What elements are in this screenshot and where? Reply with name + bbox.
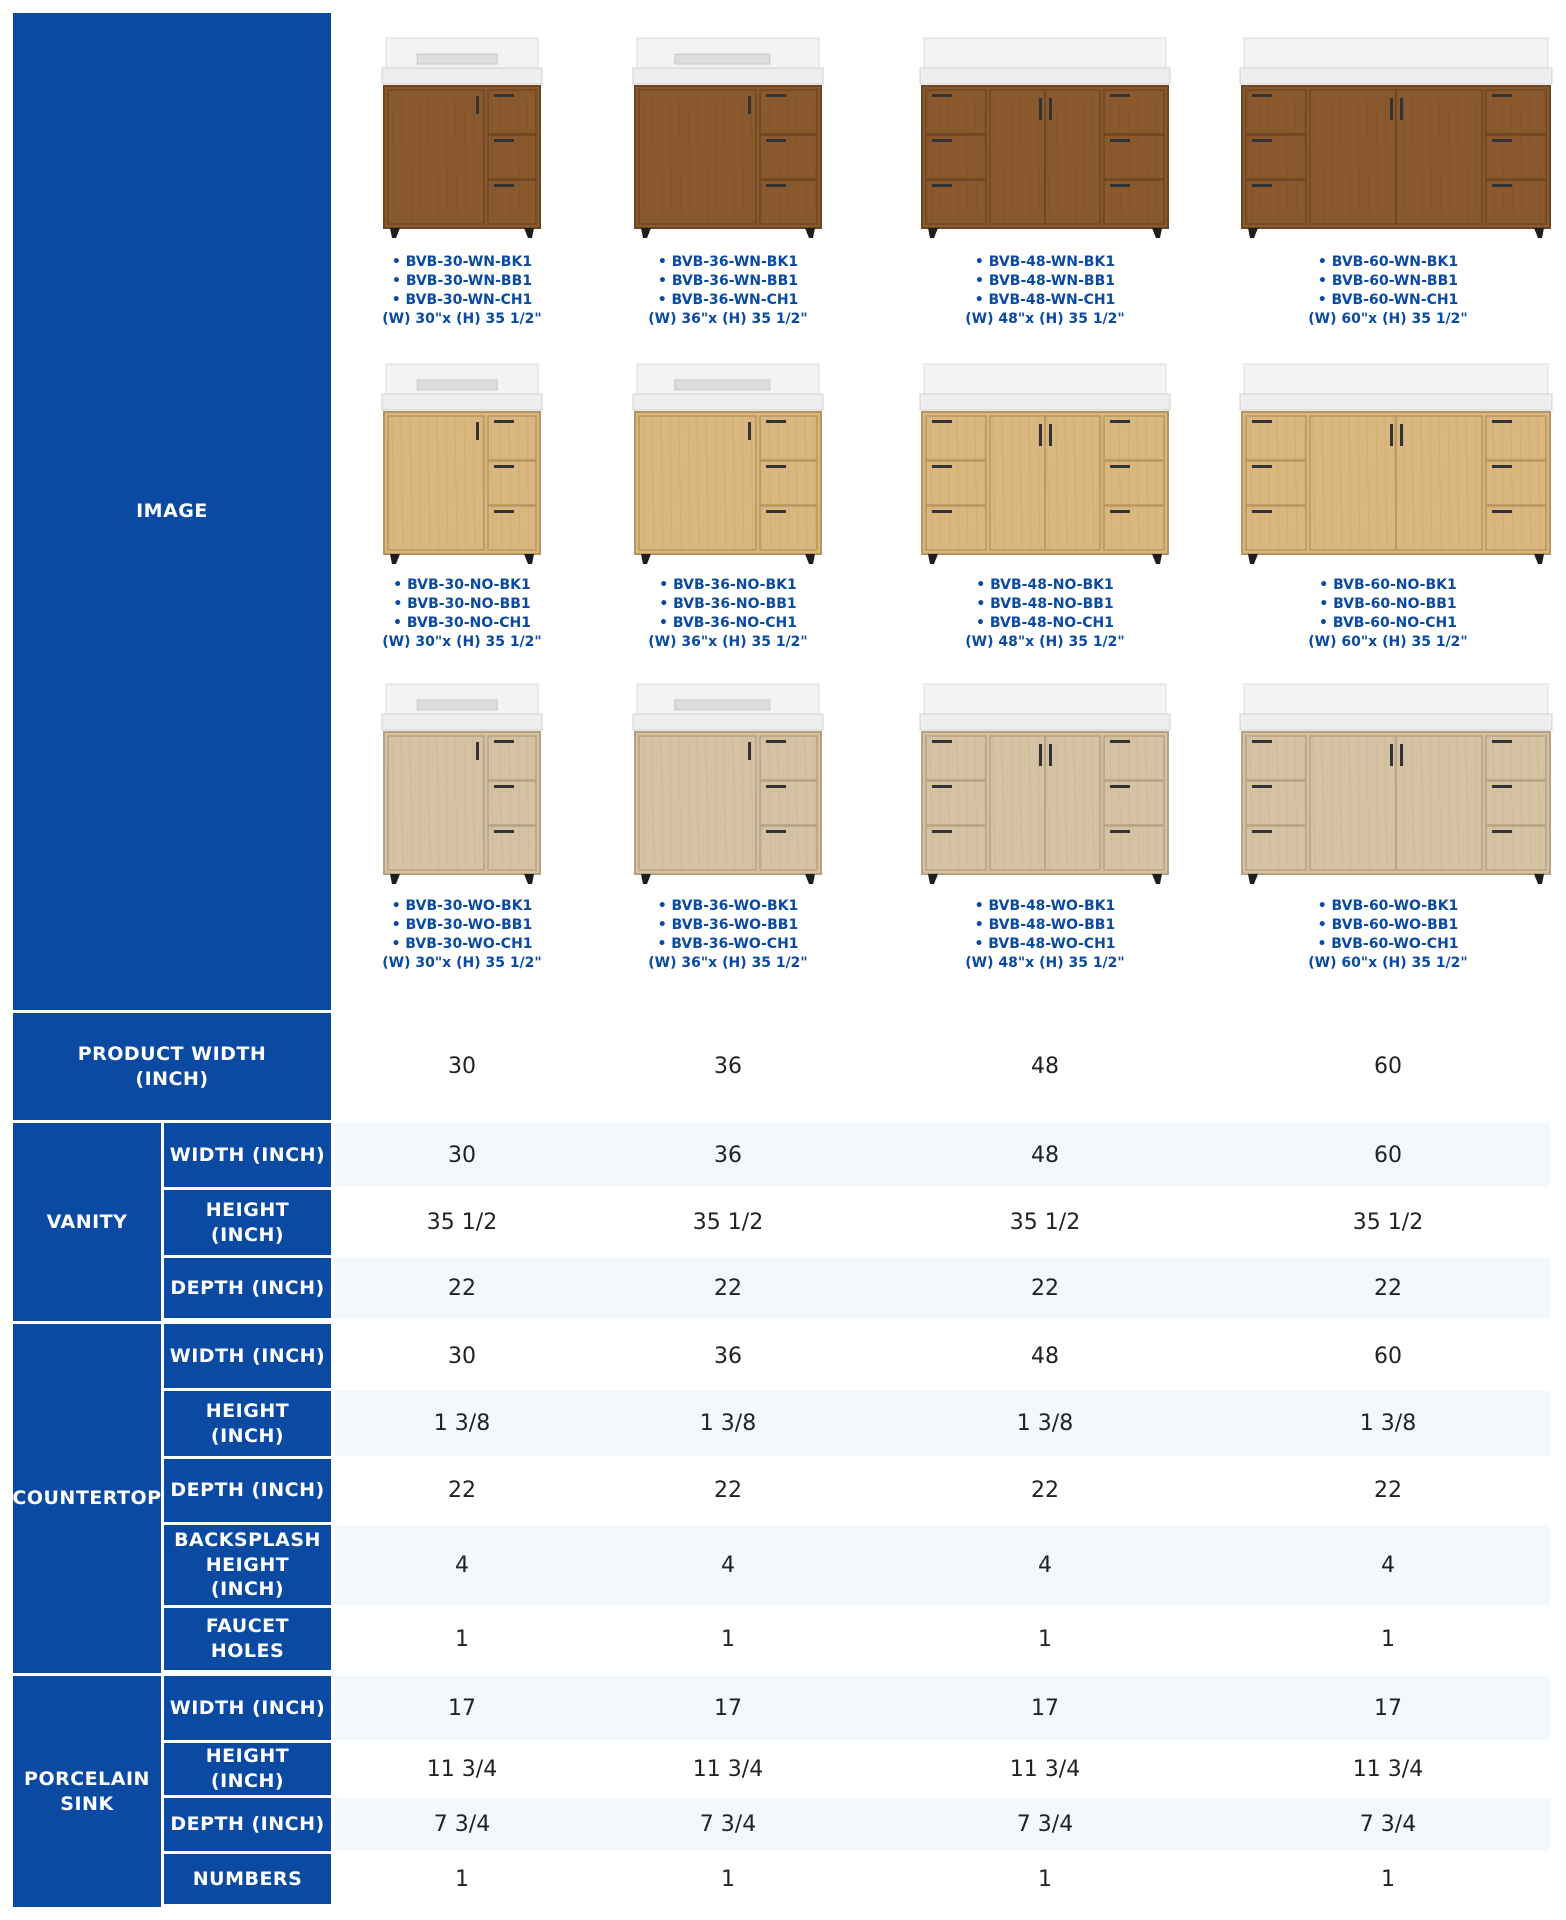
vanity-image: [1238, 356, 1554, 566]
value-vanity-width: 48: [1031, 1142, 1059, 1168]
value-backsplash: 4: [721, 1552, 735, 1578]
value-sink-height: 11 3/4: [692, 1756, 764, 1782]
product-card: [578, 356, 878, 566]
sink-group-label-1: PORCELAIN: [24, 1767, 150, 1790]
product-width-label-2: (INCH): [135, 1067, 209, 1090]
sub-header-label: WIDTH (INCH): [169, 1143, 326, 1166]
sub-header-vanity-depth: [164, 1258, 331, 1318]
product-dimensions: (W) 60"x (H) 35 1/2": [1308, 311, 1468, 327]
image-header-label: IMAGE: [136, 500, 208, 523]
value-sink-numbers: 1: [1038, 1866, 1052, 1892]
sub-header-label: HEIGHT (INCH): [205, 1399, 290, 1447]
countertop-group-header: [13, 1324, 161, 1673]
product-width-header: [13, 1013, 331, 1120]
product-sku-list: [578, 897, 878, 973]
sub-header-counter-depth: [164, 1459, 331, 1522]
sku-code: • BVB-36-WO-CH1: [657, 936, 799, 952]
sku-code: • BVB-30-NO-BK1: [393, 577, 531, 593]
value-counter-depth: 22: [1031, 1478, 1059, 1503]
product-sku-list: [1238, 576, 1538, 652]
sub-header-backsplash: [164, 1525, 331, 1605]
sku-code: • BVB-48-NO-CH1: [976, 615, 1114, 631]
sku-code: • BVB-30-WN-BK1: [391, 254, 533, 270]
value-counter-depth: 22: [448, 1478, 476, 1503]
sub-header-label: HEIGHT (INCH): [205, 1198, 290, 1246]
sku-code: • BVB-48-WO-BB1: [974, 917, 1116, 933]
sku-code: • BVB-36-WN-BK1: [657, 254, 799, 270]
vanity-group-header: [13, 1123, 161, 1321]
product-dimensions: (W) 60"x (H) 35 1/2": [1308, 955, 1468, 971]
product-dimensions: (W) 48"x (H) 35 1/2": [965, 634, 1125, 650]
value-vanity-depth: 22: [448, 1275, 476, 1301]
value-sink-depth: 7 3/4: [1359, 1812, 1417, 1837]
product-dimensions: (W) 48"x (H) 35 1/2": [965, 311, 1125, 327]
sub-header-label: DEPTH (INCH): [170, 1276, 325, 1299]
sku-code: • BVB-30-WN-BB1: [392, 273, 532, 289]
product-card: [312, 356, 612, 566]
value-faucet-holes: 1: [1381, 1626, 1395, 1652]
sub-header-sink-numbers: [164, 1854, 331, 1904]
product-sku-list: [578, 253, 878, 329]
product-dimensions: (W) 48"x (H) 35 1/2": [965, 955, 1125, 971]
sku-code: • BVB-36-WN-BB1: [658, 273, 798, 289]
sub-header-label: DEPTH (INCH): [170, 1813, 325, 1836]
value-vanity-height: 35 1/2: [1009, 1210, 1081, 1235]
sku-code: • BVB-48-WO-CH1: [974, 936, 1116, 952]
image-header: [13, 13, 331, 1010]
sku-code: • BVB-30-WO-BB1: [391, 917, 533, 933]
sku-code: • BVB-30-WN-CH1: [391, 292, 533, 308]
sub-header-sink-height: [164, 1743, 331, 1795]
product-sku-list: [895, 576, 1195, 652]
sku-code: • BVB-36-NO-BB1: [659, 596, 797, 612]
value-counter-width: 48: [1031, 1343, 1059, 1369]
product-card: [895, 676, 1195, 886]
value-faucet-holes: 1: [455, 1626, 469, 1652]
product-dimensions: (W) 36"x (H) 35 1/2": [648, 311, 808, 327]
sku-code: • BVB-60-WN-CH1: [1317, 292, 1459, 308]
sku-code: • BVB-60-NO-BK1: [1319, 577, 1457, 593]
product-sku-list: [312, 897, 612, 973]
vanity-image: [380, 30, 544, 240]
vanity-image: [918, 356, 1172, 566]
value-backsplash: 4: [1038, 1552, 1052, 1578]
value-counter-height: 1 3/8: [433, 1411, 491, 1436]
sub-header-faucet-holes: [164, 1608, 331, 1670]
product-dimensions: (W) 30"x (H) 35 1/2": [382, 311, 542, 327]
value-sink-height: 11 3/4: [426, 1756, 498, 1782]
sub-header-counter-width: [164, 1324, 331, 1388]
sku-code: • BVB-60-NO-BB1: [1319, 596, 1457, 612]
value-vanity-width: 60: [1374, 1142, 1402, 1168]
sku-code: • BVB-60-NO-CH1: [1319, 615, 1457, 631]
product-sku-list: [312, 253, 612, 329]
value-sink-numbers: 1: [455, 1866, 469, 1892]
value-sink-numbers: 1: [721, 1866, 735, 1892]
sub-header-sink-depth: [164, 1798, 331, 1851]
value-sink-height: 11 3/4: [1009, 1756, 1081, 1782]
sub-header-label: WIDTH (INCH): [169, 1344, 326, 1367]
vanity-image: [631, 30, 825, 240]
value-sink-depth: 7 3/4: [433, 1812, 491, 1837]
sku-code: • BVB-36-NO-CH1: [659, 615, 797, 631]
value-counter-width: 60: [1374, 1343, 1402, 1369]
sku-code: • BVB-36-WN-CH1: [657, 292, 799, 308]
sink-group-label-2: SINK: [60, 1792, 114, 1815]
sku-code: • BVB-60-WO-BK1: [1317, 898, 1459, 914]
product-sku-list: [895, 253, 1195, 329]
sku-code: • BVB-60-WO-BB1: [1317, 917, 1459, 933]
value-sink-width: 17: [448, 1695, 476, 1721]
value-vanity-depth: 22: [1031, 1275, 1059, 1301]
sub-header-label: DEPTH (INCH): [170, 1479, 325, 1502]
value-vanity-height: 35 1/2: [692, 1210, 764, 1235]
product-sku-list: [578, 576, 878, 652]
vanity-image: [1238, 676, 1554, 886]
vanity-group-label: VANITY: [46, 1210, 128, 1233]
product-card: [312, 30, 612, 240]
product-dimensions: (W) 60"x (H) 35 1/2": [1308, 634, 1468, 650]
product-sku-list: [895, 897, 1195, 973]
product-card: [312, 676, 612, 886]
value-faucet-holes: 1: [721, 1626, 735, 1652]
value-sink-numbers: 1: [1381, 1866, 1395, 1892]
product-sku-list: [312, 576, 612, 652]
value-faucet-holes: 1: [1038, 1626, 1052, 1652]
product-dimensions: (W) 30"x (H) 35 1/2": [382, 634, 542, 650]
sku-code: • BVB-48-NO-BB1: [976, 596, 1114, 612]
value-vanity-depth: 22: [1374, 1275, 1402, 1301]
vanity-image: [631, 676, 825, 886]
product-sku-list: [1238, 897, 1538, 973]
sink-group-header: [13, 1676, 161, 1907]
vanity-image: [918, 30, 1172, 240]
product-card: [1238, 676, 1538, 886]
vanity-image: [918, 676, 1172, 886]
product-dimensions: (W) 30"x (H) 35 1/2": [382, 955, 542, 971]
vanity-image: [380, 356, 544, 566]
value-sink-height: 11 3/4: [1352, 1756, 1424, 1782]
sku-code: • BVB-48-WN-BB1: [975, 273, 1115, 289]
sku-code: • BVB-30-WO-CH1: [391, 936, 533, 952]
value-vanity-width: 30: [448, 1142, 476, 1168]
sub-header-label: WIDTH (INCH): [169, 1696, 326, 1719]
product-card: [895, 356, 1195, 566]
value-counter-width: 30: [448, 1343, 476, 1369]
value-product-width: 30: [448, 1054, 476, 1079]
sub-header-label: NUMBERS: [192, 1867, 303, 1890]
vanity-image: [1238, 30, 1554, 240]
product-card: [895, 30, 1195, 240]
product-card: [1238, 356, 1538, 566]
value-vanity-height: 35 1/2: [1352, 1210, 1424, 1235]
value-backsplash: 4: [1381, 1552, 1395, 1578]
sub-header-vanity-height: [164, 1190, 331, 1255]
product-dimensions: (W) 36"x (H) 35 1/2": [648, 634, 808, 650]
sub-header-counter-height: [164, 1391, 331, 1456]
sku-code: • BVB-30-WO-BK1: [391, 898, 533, 914]
sku-code: • BVB-48-WO-BK1: [974, 898, 1116, 914]
sku-code: • BVB-36-NO-BK1: [659, 577, 797, 593]
sku-code: • BVB-36-WO-BB1: [657, 917, 799, 933]
vanity-image: [631, 356, 825, 566]
value-counter-depth: 22: [1374, 1478, 1402, 1503]
sub-header-sink-width: [164, 1676, 331, 1740]
value-backsplash: 4: [455, 1552, 469, 1578]
value-sink-width: 17: [714, 1695, 742, 1721]
value-product-width: 36: [714, 1054, 742, 1079]
sku-code: • BVB-48-WN-BK1: [974, 254, 1116, 270]
sub-header-vanity-width: [164, 1123, 331, 1187]
value-product-width: 60: [1374, 1054, 1402, 1079]
product-width-label-1: PRODUCT WIDTH: [77, 1042, 267, 1065]
sku-code: • BVB-30-NO-BB1: [393, 596, 531, 612]
value-vanity-width: 36: [714, 1142, 742, 1168]
value-product-width: 48: [1031, 1054, 1059, 1079]
sub-header-label: BACKSPLASH HEIGHT (INCH): [174, 1528, 321, 1601]
value-counter-height: 1 3/8: [699, 1411, 757, 1436]
product-dimensions: (W) 36"x (H) 35 1/2": [648, 955, 808, 971]
value-sink-width: 17: [1031, 1695, 1059, 1721]
countertop-group-label: COUNTERTOP: [12, 1487, 162, 1510]
value-counter-height: 1 3/8: [1359, 1411, 1417, 1436]
value-counter-height: 1 3/8: [1016, 1411, 1074, 1436]
product-sku-list: [1238, 253, 1538, 329]
sku-code: • BVB-48-NO-BK1: [976, 577, 1114, 593]
sub-header-label: HEIGHT (INCH): [205, 1745, 290, 1792]
value-counter-width: 36: [714, 1343, 742, 1369]
value-vanity-depth: 22: [714, 1275, 742, 1301]
product-card: [578, 676, 878, 886]
value-sink-depth: 7 3/4: [699, 1812, 757, 1837]
sku-code: • BVB-60-WO-CH1: [1317, 936, 1459, 952]
sub-header-label: FAUCET HOLES: [205, 1615, 290, 1662]
sku-code: • BVB-30-NO-CH1: [393, 615, 531, 631]
product-card: [578, 30, 878, 240]
product-card: [1238, 30, 1538, 240]
value-vanity-height: 35 1/2: [426, 1210, 498, 1235]
sku-code: • BVB-48-WN-CH1: [974, 292, 1116, 308]
value-sink-width: 17: [1374, 1695, 1402, 1721]
vanity-image: [380, 676, 544, 886]
sku-code: • BVB-36-WO-BK1: [657, 898, 799, 914]
sku-code: • BVB-60-WN-BK1: [1317, 254, 1459, 270]
value-counter-depth: 22: [714, 1478, 742, 1503]
sku-code: • BVB-60-WN-BB1: [1318, 273, 1458, 289]
value-sink-depth: 7 3/4: [1016, 1812, 1074, 1837]
